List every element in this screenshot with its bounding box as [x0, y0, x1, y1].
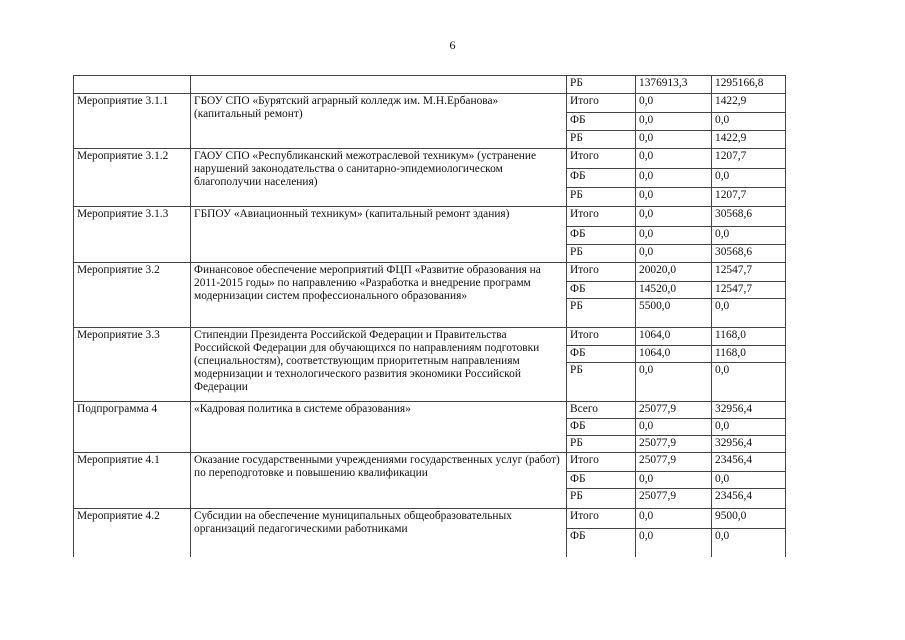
funding-source: ФБ: [567, 282, 636, 299]
activity-name: Мероприятие 4.2: [74, 509, 191, 557]
value-year-2: 23456,4: [712, 453, 786, 472]
value-year-2: 1168,0: [712, 346, 786, 363]
value-year-1: 25077,9: [636, 453, 712, 472]
funding-source: РБ: [567, 299, 636, 328]
value-year-1: 0,0: [636, 472, 712, 489]
funding-source: РБ: [567, 363, 636, 402]
budget-table-body: [74, 76, 786, 557]
activity-description: Финансовое обеспечение мероприятий ФЦП «Развитие образования на 2011-2015 годы» по направлению «Разработка и внедрение программ модернизации систем профессионального образования»: [191, 263, 567, 328]
value-year-1: 0,0: [636, 188, 712, 207]
activity-name: Мероприятие 3.1.2: [74, 149, 191, 207]
activity-name: [74, 76, 191, 94]
value-year-2: 0,0: [712, 363, 786, 402]
value-year-2: 0,0: [712, 113, 786, 131]
value-year-2: 30568,6: [712, 245, 786, 263]
value-year-2: 0,0: [712, 169, 786, 188]
page-number: 6: [449, 38, 456, 52]
value-year-2: 1168,0: [712, 328, 786, 346]
value-year-2: 0,0: [712, 472, 786, 489]
table-row: [74, 453, 786, 472]
value-year-1: 25077,9: [636, 402, 712, 419]
value-year-1: 25077,9: [636, 489, 712, 509]
activity-name: Мероприятие 3.1.3: [74, 207, 191, 263]
activity-description: [191, 76, 567, 94]
funding-source: Всего: [567, 402, 636, 419]
value-year-1: 0,0: [636, 509, 712, 529]
table-row: [74, 509, 786, 529]
value-year-2: 0,0: [712, 299, 786, 328]
value-year-2: 23456,4: [712, 489, 786, 509]
funding-source: Итого: [567, 509, 636, 529]
value-year-2: 1422,9: [712, 94, 786, 113]
value-year-1: 1064,0: [636, 346, 712, 363]
value-year-1: 1064,0: [636, 328, 712, 346]
activity-description: Субсидии на обеспечение муниципальных общеобразовательных организаций педагогическими работниками: [191, 509, 567, 557]
funding-source: РБ: [567, 76, 636, 94]
value-year-1: 25077,9: [636, 436, 712, 453]
funding-source: Итого: [567, 149, 636, 169]
activity-description: «Кадровая политика в системе образования»: [191, 402, 567, 453]
funding-source: ФБ: [567, 113, 636, 131]
budget-table: [73, 75, 786, 557]
table-row: [74, 328, 786, 346]
value-year-1: 1376913,3: [636, 76, 712, 94]
activity-description: ГАОУ СПО «Республиканский межотраслевой техникум» (устранение нарушений законодательства о санитарно-эпидемиологическом благополучии населения): [191, 149, 567, 207]
value-year-1: 0,0: [636, 529, 712, 557]
funding-source: РБ: [567, 489, 636, 509]
value-year-1: 0,0: [636, 149, 712, 169]
activity-description: ГБПОУ «Авиационный техникум» (капитальный ремонт здания): [191, 207, 567, 263]
activity-description: Оказание государственными учреждениями государственных услуг (работ) по переподготовке и повышению квалификации: [191, 453, 567, 509]
activity-name: Мероприятие 4.1: [74, 453, 191, 509]
activity-description: Стипендии Президента Российской Федерации и Правительства Российской Федерации для обучающихся по направлениям подготовки (специальностям), соответствующим приоритетным направлениям модернизации и технологического развития экономики Российской Федерации: [191, 328, 567, 402]
value-year-2: 12547,7: [712, 263, 786, 282]
funding-source: ФБ: [567, 227, 636, 245]
value-year-1: 0,0: [636, 419, 712, 436]
funding-source: Итого: [567, 453, 636, 472]
table-row: [74, 263, 786, 282]
value-year-2: 1207,7: [712, 188, 786, 207]
table-row: [74, 402, 786, 419]
value-year-2: 30568,6: [712, 207, 786, 227]
activity-name: Мероприятие 3.1.1: [74, 94, 191, 149]
funding-source: РБ: [567, 436, 636, 453]
table-row: [74, 94, 786, 113]
funding-source: РБ: [567, 131, 636, 149]
funding-source: ФБ: [567, 169, 636, 188]
value-year-1: 0,0: [636, 245, 712, 263]
activity-name: Мероприятие 3.3: [74, 328, 191, 402]
funding-source: ФБ: [567, 472, 636, 489]
value-year-1: 0,0: [636, 207, 712, 227]
funding-source: РБ: [567, 188, 636, 207]
table-row: [74, 207, 786, 227]
funding-source: ФБ: [567, 346, 636, 363]
value-year-2: 32956,4: [712, 402, 786, 419]
table-row: [74, 76, 786, 94]
value-year-2: 0,0: [712, 419, 786, 436]
value-year-1: 0,0: [636, 94, 712, 113]
table-row: [74, 149, 786, 169]
funding-source: Итого: [567, 328, 636, 346]
value-year-1: 0,0: [636, 363, 712, 402]
value-year-1: 5500,0: [636, 299, 712, 328]
activity-description: ГБОУ СПО «Бурятский аграрный колледж им. М.Н.Ербанова» (капитальный ремонт): [191, 94, 567, 149]
funding-source: ФБ: [567, 419, 636, 436]
funding-source: Итого: [567, 263, 636, 282]
value-year-2: 1422,9: [712, 131, 786, 149]
value-year-1: 0,0: [636, 169, 712, 188]
activity-name: Мероприятие 3.2: [74, 263, 191, 328]
value-year-2: 1207,7: [712, 149, 786, 169]
value-year-1: 0,0: [636, 113, 712, 131]
activity-name: Подпрограмма 4: [74, 402, 191, 453]
value-year-2: 0,0: [712, 227, 786, 245]
value-year-1: 0,0: [636, 131, 712, 149]
funding-source: Итого: [567, 207, 636, 227]
value-year-2: 1295166,8: [712, 76, 786, 94]
value-year-2: 0,0: [712, 529, 786, 557]
value-year-2: 9500,0: [712, 509, 786, 529]
funding-source: Итого: [567, 94, 636, 113]
value-year-2: 12547,7: [712, 282, 786, 299]
funding-source: ФБ: [567, 529, 636, 557]
value-year-2: 32956,4: [712, 436, 786, 453]
value-year-1: 0,0: [636, 227, 712, 245]
funding-source: РБ: [567, 245, 636, 263]
value-year-1: 20020,0: [636, 263, 712, 282]
value-year-1: 14520,0: [636, 282, 712, 299]
